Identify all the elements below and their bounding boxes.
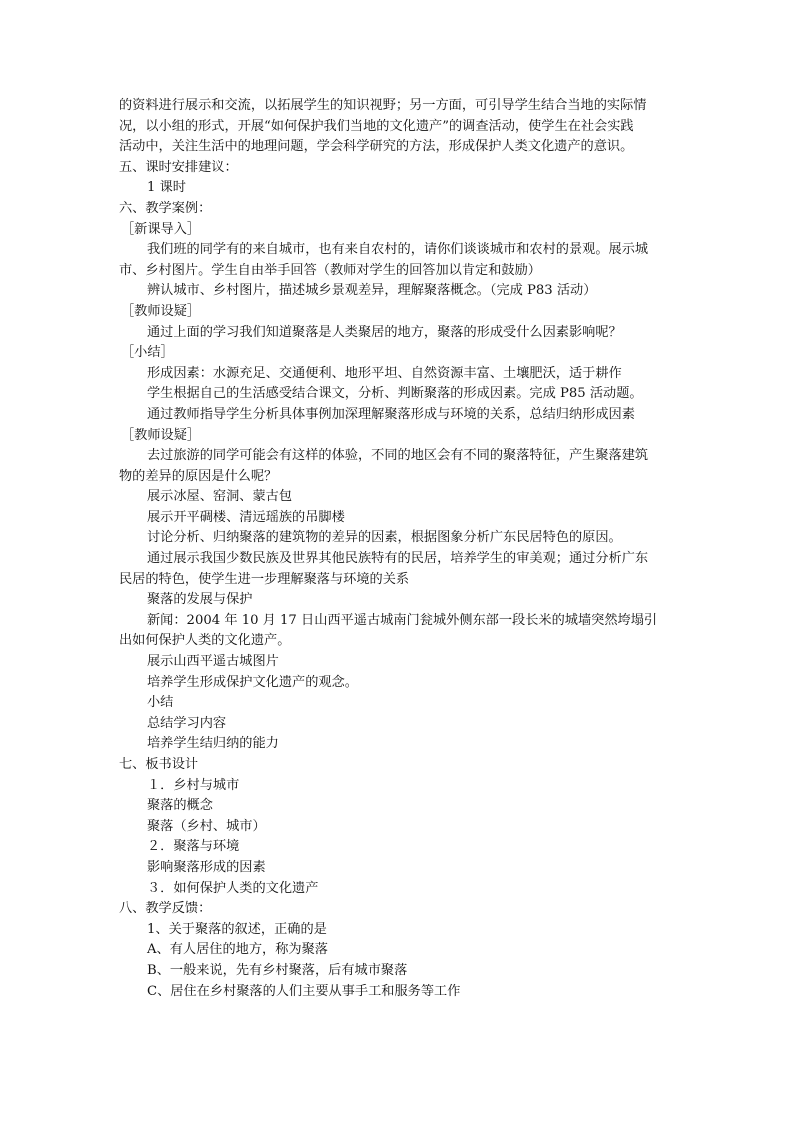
text-line: 的资料进行展示和交流，以拓展学生的知识视野；另一方面，可引导学生结合当地的实际情: [119, 98, 647, 113]
text-line: 讨论分析、归纳聚落的建筑物的差异的因素，根据图象分析广东民居特色的原因。: [147, 530, 622, 546]
text-line: 总结学习内容: [147, 715, 227, 731]
text-line: 物的差异的原因是什么呢？: [119, 468, 278, 484]
outline-item: 影响聚落形成的因素: [147, 859, 266, 875]
text-line: 展示山西平遥古城图片: [147, 654, 279, 670]
bracket-heading: ［教师设疑］: [121, 427, 201, 443]
text-line: 通过教师指导学生分析具体事例加深理解聚落形成与环境的关系，总结归纳形成因素: [147, 406, 635, 422]
text-line: 形成因素：水源充足、交通便利、地形平坦、自然资源丰富、土壤肥沃，适于耕作: [147, 365, 622, 381]
text-line: 活动中，关注生活中的地理问题，学会科学研究的方法，形成保护人类文化遗产的意识。: [119, 139, 634, 155]
text-line: 况，以小组的形式，开展“如何保护我们当地的文化遗产”的调查活动，使学生在社会实践: [119, 118, 634, 134]
text-line: 学生根据自己的生活感受结合课文，分析、判断聚落的形成因素。完成 P85 活动题。: [147, 386, 643, 402]
section-heading: 八、教学反馈：: [119, 901, 212, 917]
text-line: 新闻：2004 年 10 月 17 日山西平遥古城南门瓮城外侧东部一段长米的城墙突然垮塌引: [147, 612, 658, 628]
answer-option: C、居住在乡村聚落的人们主要从事手工和服务等工作: [147, 983, 461, 999]
question-text: 1、关于聚落的叙述，正确的是: [147, 921, 327, 937]
text-line: 我们班的同学有的来自城市，也有来自农村的，请你们谈谈城市和农村的景观。展示城: [147, 242, 649, 258]
text-line: 通过上面的学习我们知道聚落是人类聚居的地方，聚落的形成受什么因素影响呢？: [147, 324, 622, 340]
text-line: 培养学生形成保护文化遗产的观念。: [147, 674, 358, 690]
text-line: 培养学生结归纳的能力: [147, 736, 279, 752]
text-line: 去过旅游的同学可能会有这样的体验，不同的地区会有不同的聚落特征，产生聚落建筑: [147, 448, 649, 464]
text-line: 通过展示我国少数民族及世界其他民族特有的民居，培养学生的审美观；通过分析广东: [147, 551, 649, 567]
text-line: 出如何保护人类的文化遗产。: [119, 633, 291, 649]
outline-item: 聚落（乡村、城市）: [147, 818, 266, 834]
document-body: [119, 96, 679, 1002]
bracket-heading: ［教师设疑］: [121, 303, 201, 319]
text-line: 聚落的发展与保护: [147, 592, 253, 608]
section-heading: 七、板书设计: [119, 757, 199, 772]
answer-option: A、有人居住的地方，称为聚落: [147, 942, 328, 958]
text-line: 市、乡村图片。学生自由举手回答（教师对学生的回答加以肯定和鼓励）: [119, 262, 541, 278]
section-heading: 五、课时安排建议：: [119, 159, 238, 175]
section-heading: 六、教学案例：: [119, 200, 212, 216]
text-line: 1 课时: [147, 180, 186, 196]
text-line: 民居的特色，使学生进一步理解聚落与环境的关系: [119, 571, 410, 587]
bracket-heading: ［小结］: [121, 345, 174, 361]
outline-item: 聚落的概念: [147, 798, 213, 814]
text-line: 辨认城市、乡村图片，描述城乡景观差异，理解聚落概念。（完成 P83 活动）: [147, 283, 597, 299]
text-line: 展示冰屋、窑洞、蒙古包: [147, 489, 293, 505]
bracket-heading: ［新课导入］: [121, 221, 201, 237]
outline-item: ２．聚落与环境: [147, 839, 240, 855]
text-line: 小结: [147, 695, 174, 711]
answer-option: B、一般来说，先有乡村聚落，后有城市聚落: [147, 962, 408, 978]
outline-item: １．乡村与城市: [147, 777, 240, 793]
text-line: 展示开平碉楼、清远瑶族的吊脚楼: [147, 509, 345, 525]
outline-item: ３．如何保护人类的文化遗产: [147, 880, 319, 896]
